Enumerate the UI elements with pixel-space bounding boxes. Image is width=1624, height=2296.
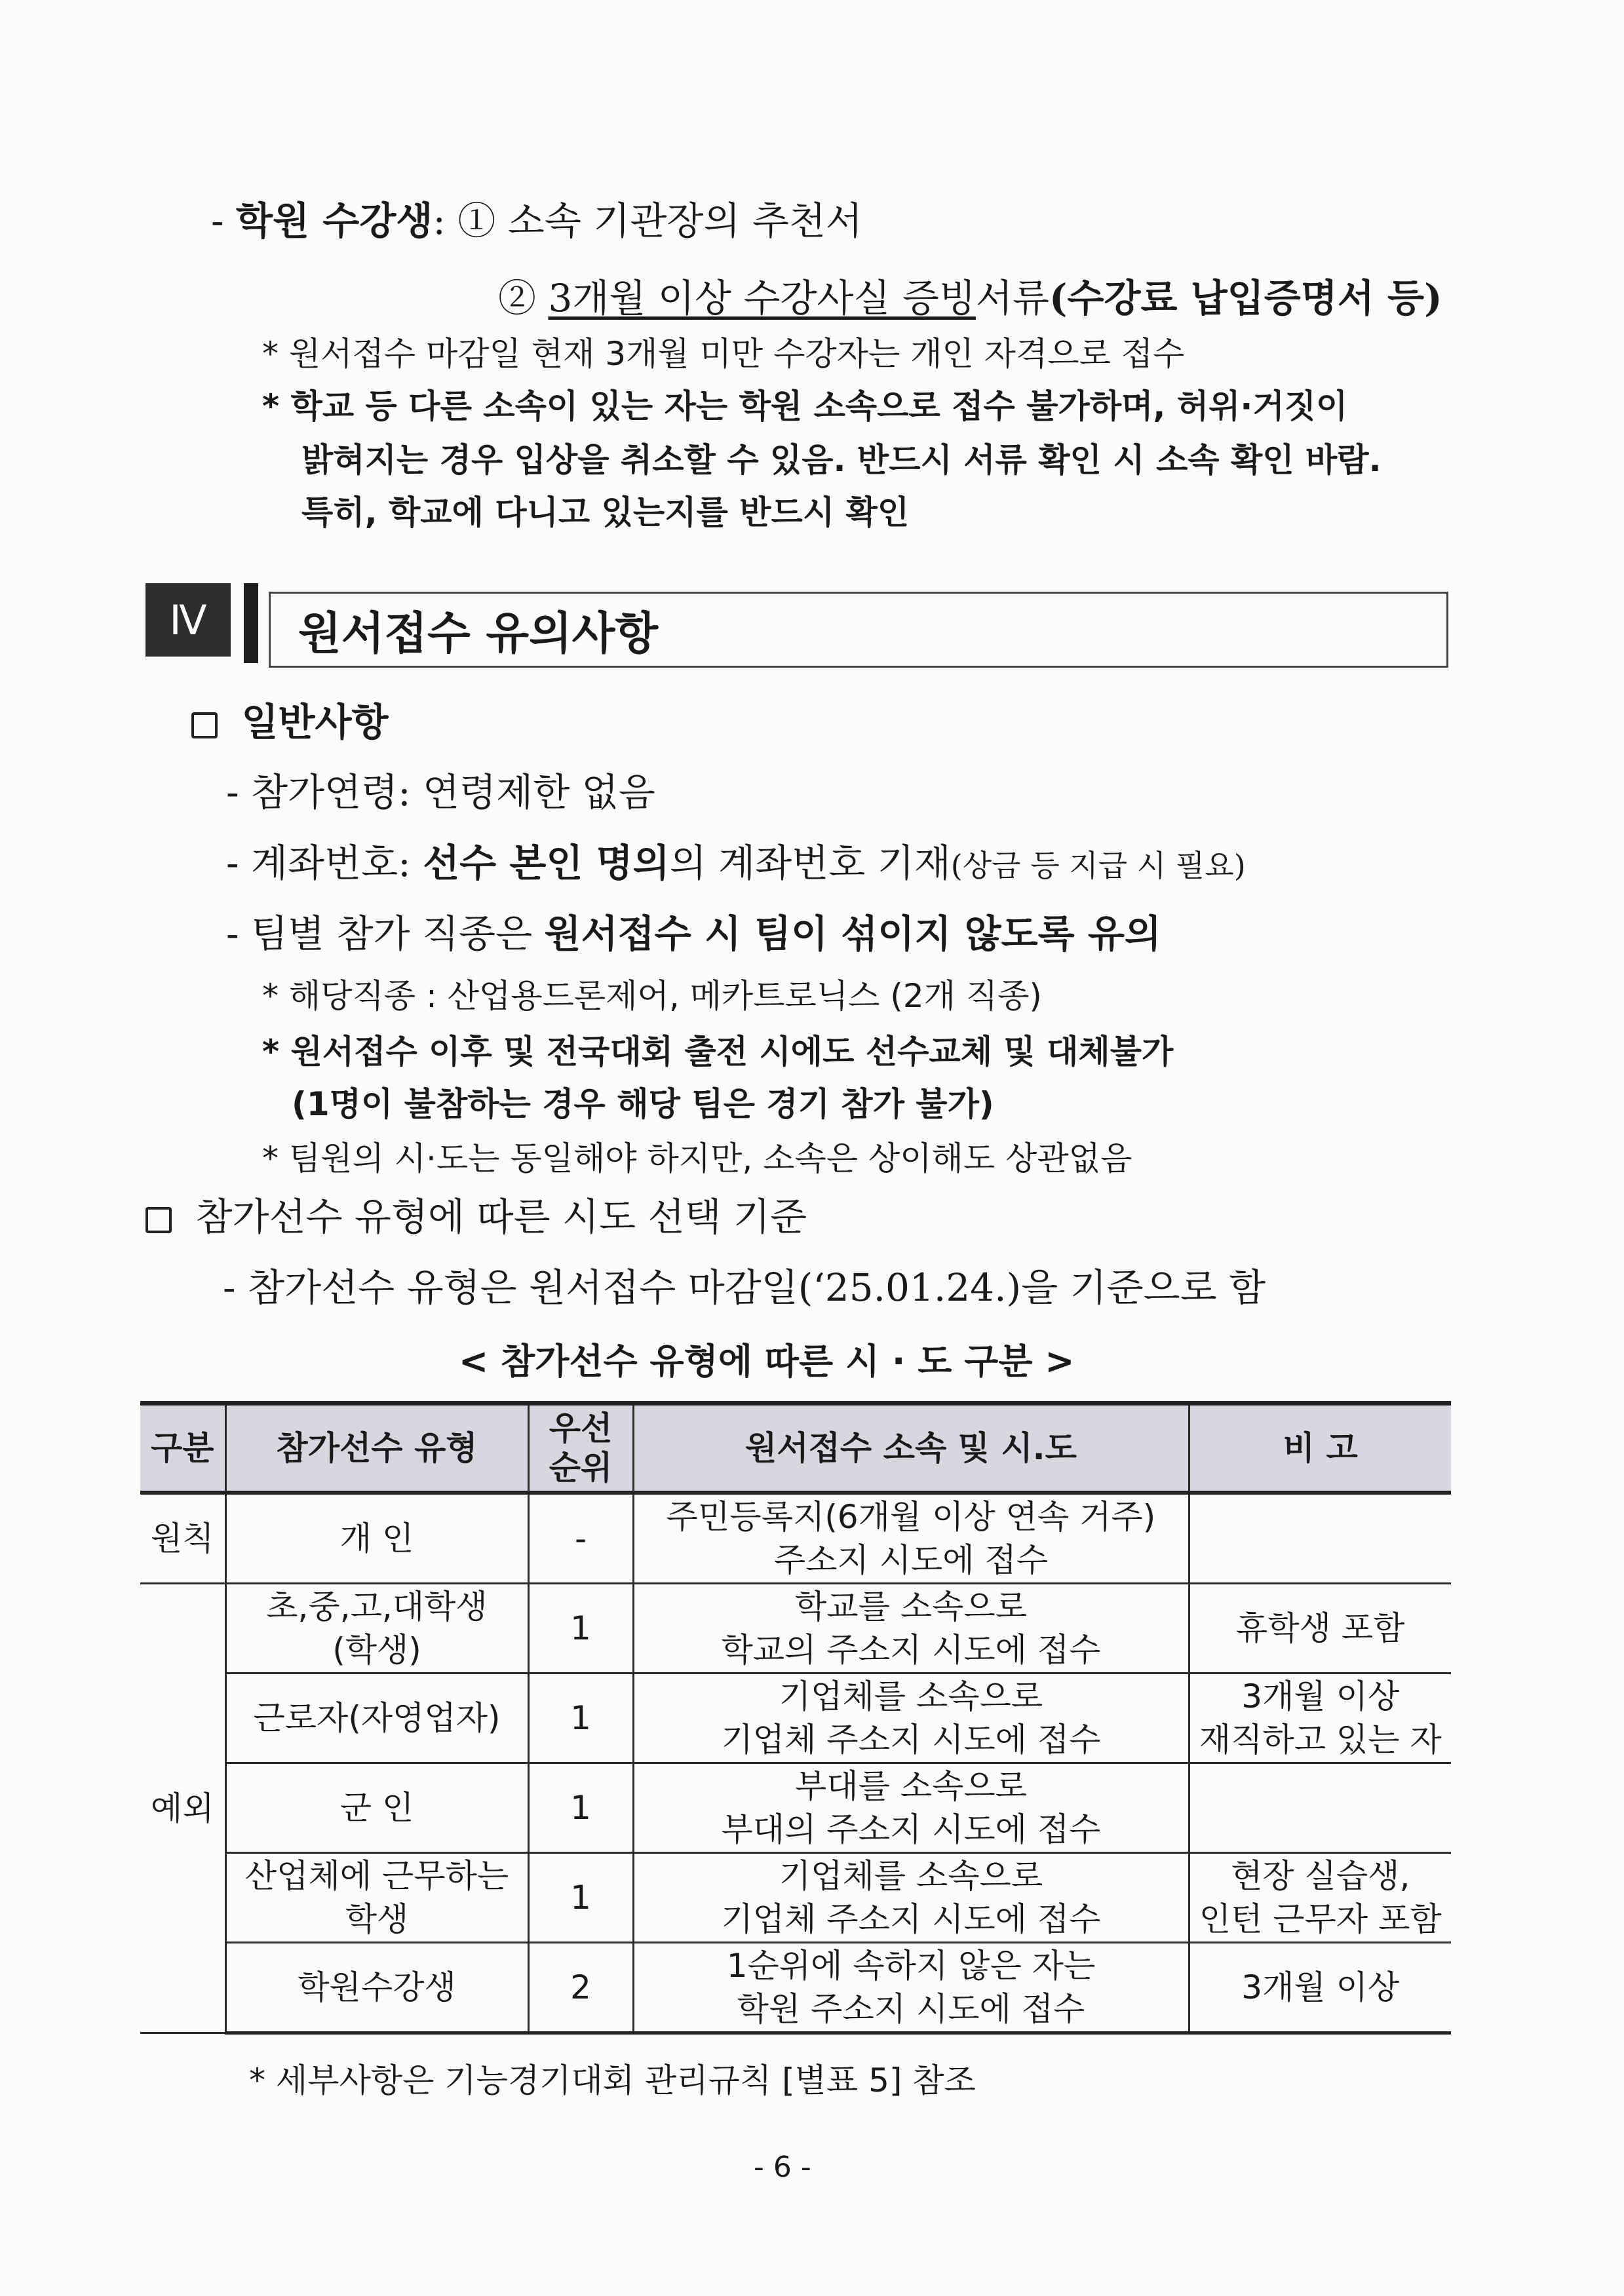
account-label: - 계좌번호: (226, 841, 423, 885)
table-row (140, 1493, 1451, 1584)
cell-type: 근로자(자영업자) (225, 1674, 528, 1763)
cell-note (1189, 1763, 1451, 1853)
table-row (140, 1584, 1451, 1674)
academy-requirement-1: : ① 소속 기관장의 추천서 (433, 199, 862, 243)
dash: - (211, 199, 237, 243)
cell-type: 학원수강생 (225, 1943, 528, 2033)
team-line-bold: 원서접수 시 팀이 섞이지 않도록 유의 (544, 911, 1161, 956)
team-note-region: * 팀원의 시·도는 동일해야 하지만, 소속은 상이해도 상관없음 (262, 1139, 1132, 1177)
cell-type: 초,중,고,대학생 (학생) (225, 1584, 528, 1674)
circled-two: ② (498, 276, 549, 320)
account-line (226, 832, 1246, 887)
checkbox-icon (145, 1207, 172, 1233)
team-note-no-substitution-l1: * 원서접수 이후 및 전국대회 출전 시에도 선수교체 및 대체불가 (262, 1033, 1174, 1071)
col-header-rule: 원서접수 소속 및 시.도 (633, 1404, 1189, 1493)
table-row (140, 1763, 1451, 1853)
criteria-basis-line: - 참가선수 유형은 원서접수 마감일(‘25.01.24.)을 기준으로 함 (223, 1265, 1266, 1310)
account-owner-text: 선수 본인 명의 (423, 841, 670, 885)
table-row (140, 1853, 1451, 1943)
cell-priority: - (528, 1493, 633, 1584)
table-row (140, 1943, 1451, 2033)
cell-rule: 주민등록지(6개월 이상 연속 거주) 주소지 시도에 접수 (633, 1493, 1189, 1584)
cell-rule: 1순위에 속하지 않은 자는 학원 주소지 시도에 접수 (633, 1943, 1189, 2033)
cell-priority: 1 (528, 1763, 633, 1853)
team-note-jobs: * 해당직종 : 산업용드론제어, 메카트로닉스 (2개 직종) (262, 977, 1042, 1015)
account-rest-text: 의 계좌번호 기재 (669, 841, 951, 885)
cell-rule: 기업체를 소속으로 기업체 주소지 시도에 접수 (633, 1853, 1189, 1943)
team-line-prefix: - 팀별 참가 직종은 (226, 911, 545, 956)
cell-type: 군 인 (225, 1763, 528, 1853)
cell-priority: 1 (528, 1853, 633, 1943)
criteria-heading (145, 1186, 807, 1241)
col-header-category: 구분 (140, 1404, 225, 1493)
age-line: - 참가연령: 연령제한 없음 (226, 770, 655, 814)
cell-note: 3개월 이상 재직하고 있는 자 (1189, 1674, 1451, 1763)
cell-note (1189, 1493, 1451, 1584)
section-number-badge: Ⅳ (145, 583, 231, 657)
region-criteria-table (140, 1401, 1451, 2035)
cell-priority: 2 (528, 1943, 633, 2033)
academy-requirement-line1 (211, 190, 862, 245)
academy-requirement-line2 (498, 267, 1442, 322)
tuition-receipt-text: (수강료 납입증명서 등) (1049, 276, 1442, 320)
cell-rule: 기업체를 소속으로 기업체 주소지 시도에 접수 (633, 1674, 1189, 1763)
cell-priority: 1 (528, 1674, 633, 1763)
group-exception: 예외 (140, 1584, 225, 2033)
checkbox-icon (191, 712, 218, 738)
cell-rule: 부대를 소속으로 부대의 주소지 시도에 접수 (633, 1763, 1189, 1853)
criteria-heading-text: 참가선수 유형에 따른 시도 선택 기준 (195, 1195, 807, 1239)
col-header-type: 참가선수 유형 (225, 1404, 528, 1493)
page-number: - 6 - (754, 2151, 811, 2184)
account-note-text: (상금 등 지급 시 필요) (950, 848, 1246, 883)
cell-type: 산업체에 근무하는 학생 (225, 1853, 528, 1943)
section-title: 원서접수 유의사항 (269, 592, 1448, 668)
note-other-affiliation-l2: 밝혀지는 경우 입상을 취소할 수 있음. 반드시 서류 확인 시 소속 확인 바람. (301, 441, 1382, 479)
general-heading (191, 691, 389, 746)
team-note-no-substitution-l2: (1명이 불참하는 경우 해당 팀은 경기 참가 불가) (292, 1085, 994, 1123)
note-other-affiliation-l1: * 학교 등 다른 소속이 있는 자는 학원 소속으로 접수 불가하며, 허위·거짓이 (262, 387, 1348, 425)
team-line (226, 903, 1161, 958)
cell-rule: 학교를 소속으로 학교의 주소지 시도에 접수 (633, 1584, 1189, 1674)
general-heading-text: 일반사항 (241, 700, 389, 744)
section-bar (244, 583, 258, 663)
attendance-proof-text: 3개월 이상 수강사실 증빙 (548, 276, 976, 320)
cell-type: 개 인 (225, 1493, 528, 1584)
note-under-three-months: * 원서접수 마감일 현재 3개월 미만 수강자는 개인 자격으로 접수 (262, 335, 1185, 373)
col-header-priority: 우선 순위 (528, 1404, 633, 1493)
table-row (140, 1674, 1451, 1763)
group-principle: 원칙 (140, 1493, 225, 1584)
cell-note: 3개월 이상 (1189, 1943, 1451, 2033)
cell-note: 휴학생 포함 (1189, 1584, 1451, 1674)
table-title: < 참가선수 유형에 따른 시 · 도 구분 > (459, 1341, 1075, 1382)
cell-priority: 1 (528, 1584, 633, 1674)
table-footnote: * 세부사항은 기능경기대회 관리규칙 [별표 5] 참조 (249, 2061, 976, 2099)
col-header-note: 비 고 (1189, 1404, 1451, 1493)
note-other-affiliation-l3: 특히, 학교에 다니고 있는지를 반드시 확인 (301, 493, 910, 531)
table-header-row (140, 1404, 1451, 1493)
academy-student-label: 학원 수강생 (236, 199, 433, 243)
cell-note: 현장 실습생, 인턴 근무자 포함 (1189, 1853, 1451, 1943)
documents-text: 서류 (975, 276, 1049, 320)
